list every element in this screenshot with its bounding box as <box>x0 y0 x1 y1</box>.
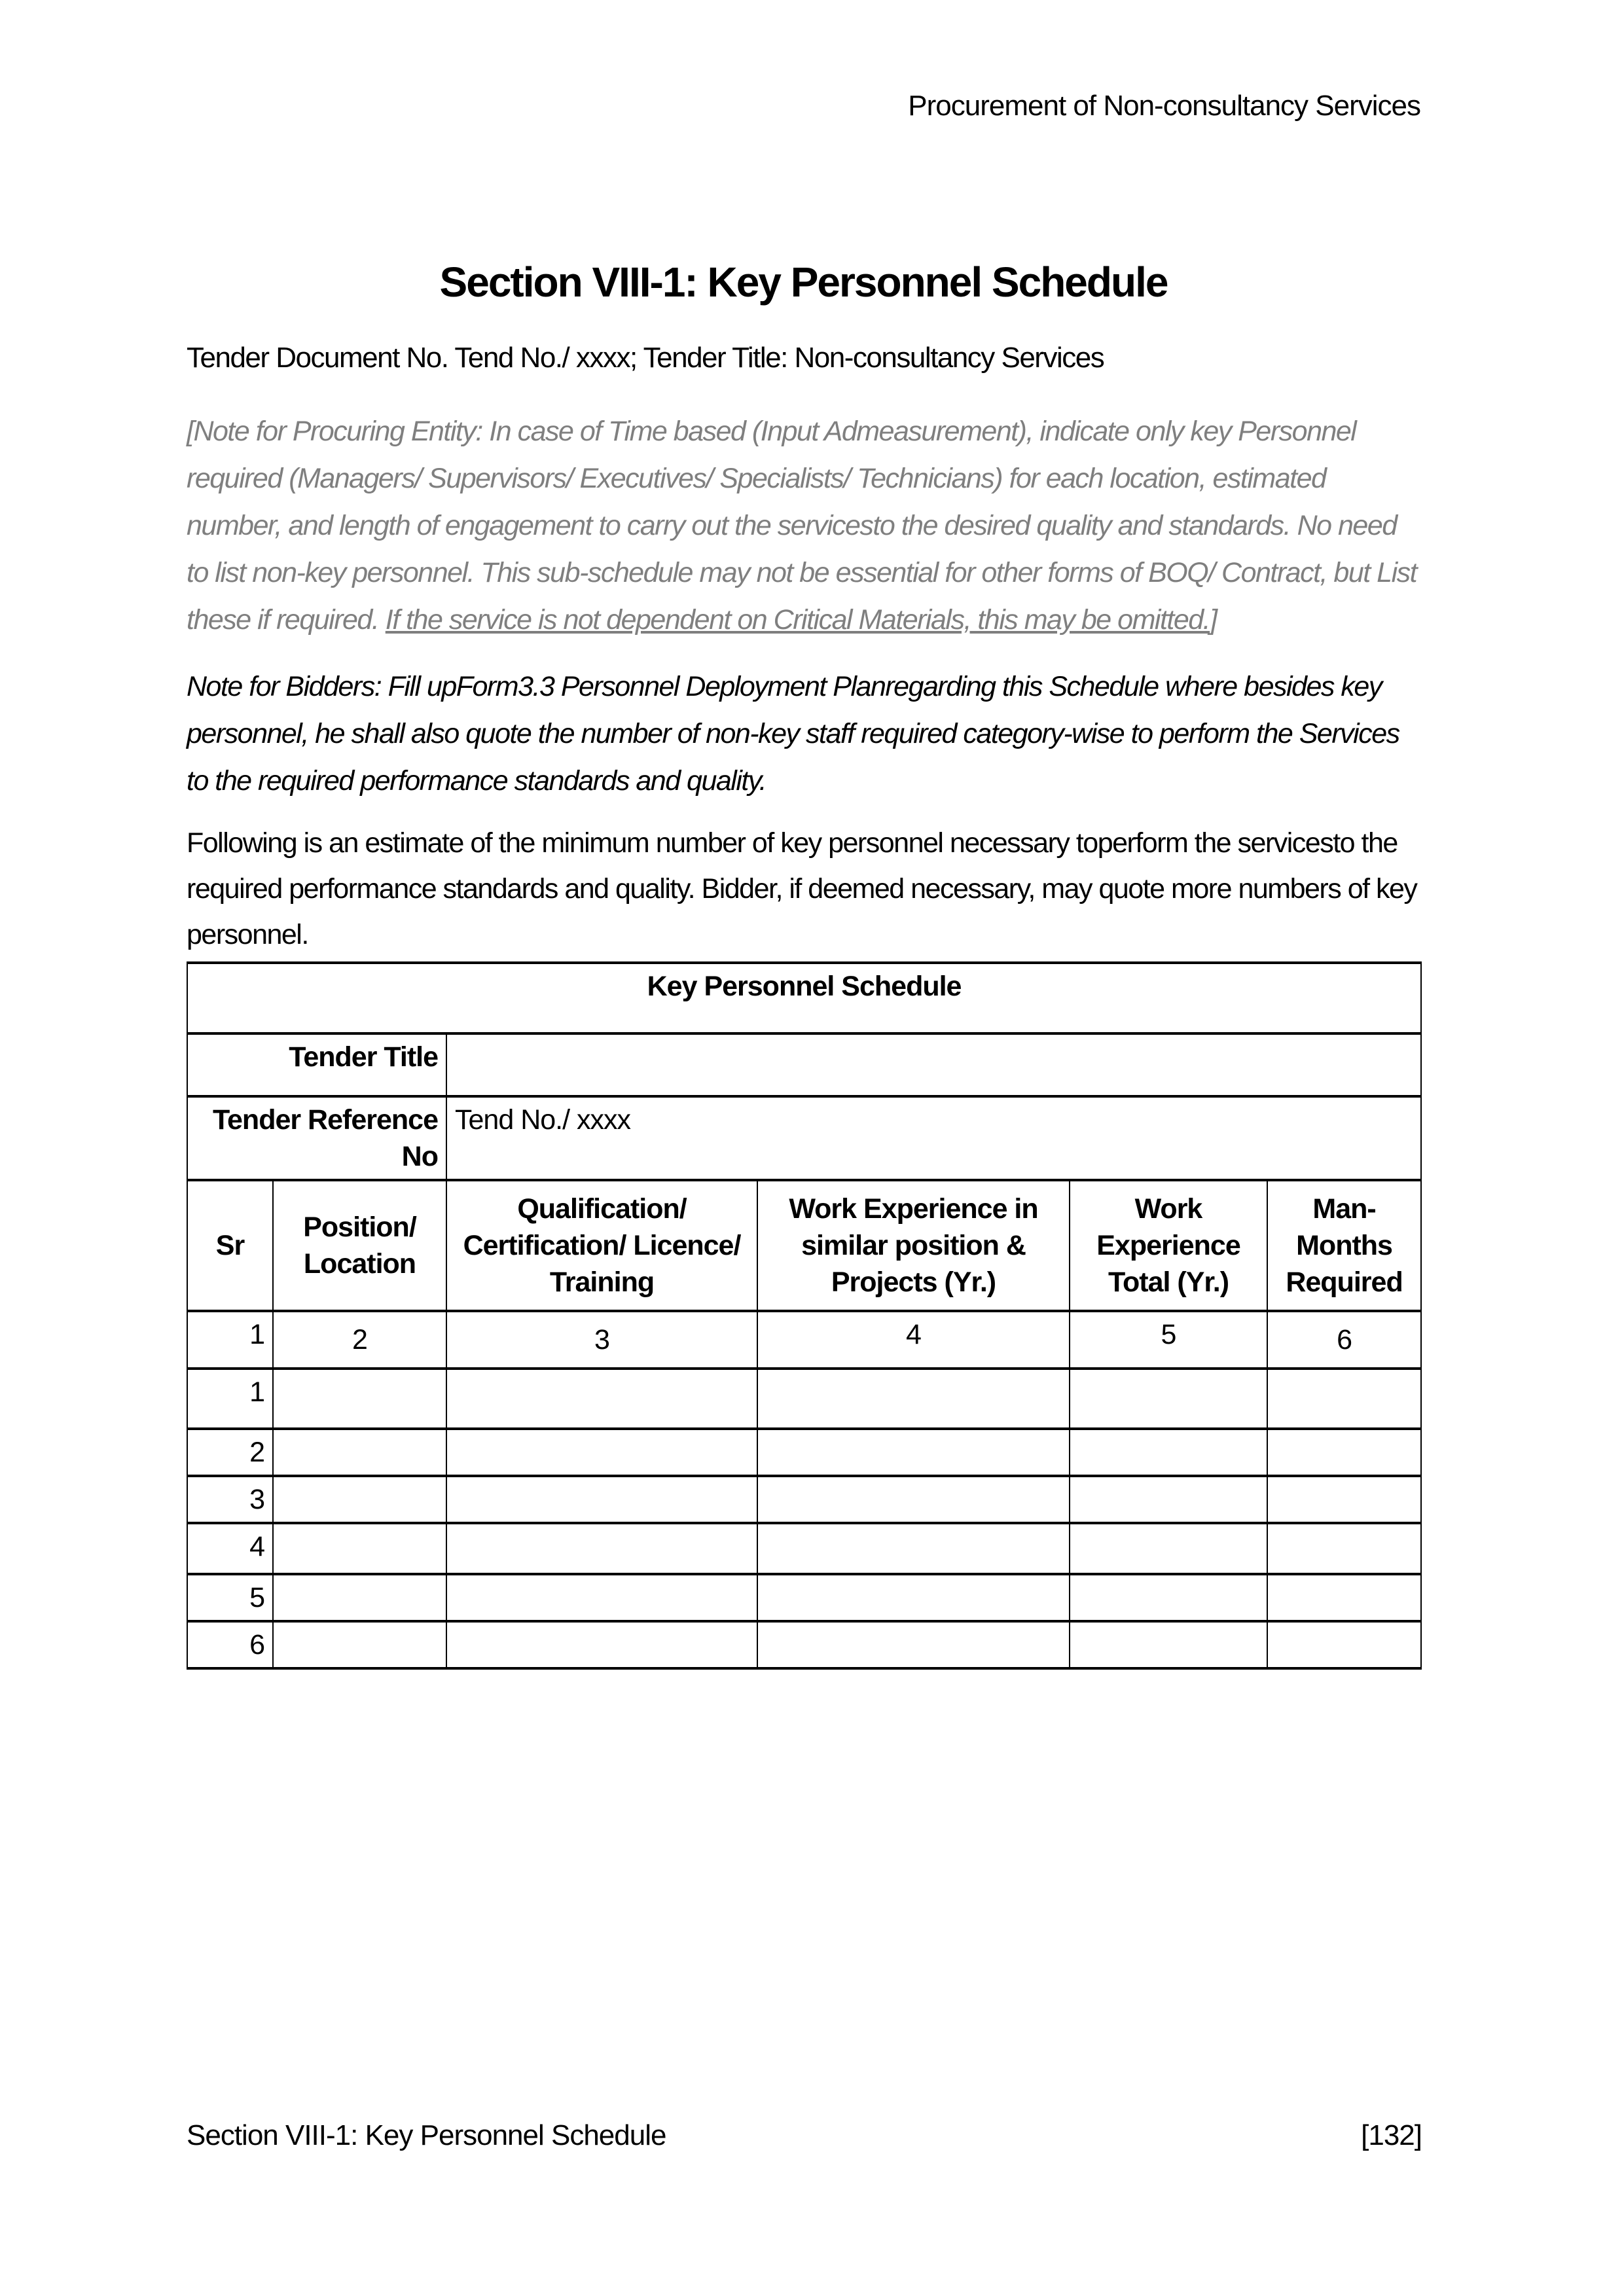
empty-cell <box>273 1523 446 1574</box>
sr-cell: 4 <box>187 1523 273 1574</box>
tender-title-value-cell <box>446 1033 1421 1096</box>
empty-cell <box>273 1574 446 1621</box>
column-number-cell: 6 <box>1267 1311 1421 1369</box>
table-row <box>187 1369 1421 1429</box>
table-row <box>187 1429 1421 1476</box>
table-row <box>187 1621 1421 1668</box>
empty-cell <box>757 1476 1070 1523</box>
note-procuring-underlined-segment: If the service is not dependent on Critical Materials, this may be omitted. <box>385 604 1210 636</box>
empty-cell <box>1267 1523 1421 1574</box>
footer-left-text: Section VIII-1: Key Personnel Schedule <box>187 2119 666 2151</box>
empty-cell <box>273 1429 446 1476</box>
empty-cell <box>446 1574 757 1621</box>
empty-cell <box>1070 1476 1267 1523</box>
empty-cell <box>273 1476 446 1523</box>
empty-cell <box>757 1574 1070 1621</box>
empty-cell <box>1267 1621 1421 1668</box>
empty-cell <box>446 1476 757 1523</box>
empty-cell <box>1070 1369 1267 1429</box>
header-right-text: Procurement of Non-consultancy Services <box>908 90 1420 122</box>
column-number-cell: 2 <box>273 1311 446 1369</box>
page-footer <box>187 2119 1422 2152</box>
table-row <box>187 1574 1421 1621</box>
footer-page-number: [132] <box>1361 2119 1422 2151</box>
column-header-cell: Position/ Location <box>273 1180 446 1311</box>
empty-cell <box>446 1429 757 1476</box>
empty-cell <box>757 1523 1070 1574</box>
column-number-cell: 5 <box>1070 1311 1267 1369</box>
tender-title-label-cell: Tender Title <box>187 1033 446 1096</box>
note-for-bidders: Note for Bidders: Fill upForm3.3 Personnel Deployment Planregarding this Schedule where besides key personnel, he shall also quote the number of non-key staff required category-wise to perform the Services to the required performance standards and quality. <box>187 671 1399 797</box>
empty-cell <box>1267 1369 1421 1429</box>
table-row <box>187 1523 1421 1574</box>
page-header <box>187 0 1420 123</box>
empty-cell <box>1070 1523 1267 1574</box>
page-title: Section VIII-1: Key Personnel Schedule <box>439 259 1168 306</box>
table-title-cell: Key Personnel Schedule <box>187 963 1421 1033</box>
column-number-cell: 1 <box>187 1311 273 1369</box>
note-procuring-text: [Note for Procuring Entity: In case of Time based (Input Admeasurement), indicate only key Personnel required (Managers/ Supervisors/ Executives/ Specialists/ Technicians) for each location, estimated number, and length of engagement to carry out the servicesto the desired quality and standards. No need to list non-key personnel. This sub-schedule may not be essential for other forms of BOQ/ Contract, but List these if required. <box>187 416 1417 636</box>
tender-ref-value-cell: Tend No./ xxxx <box>446 1096 1421 1180</box>
note-procuring-closing-bracket: ] <box>1210 604 1217 636</box>
empty-cell <box>446 1523 757 1574</box>
column-header-cell: Work Experience in similar position & Projects (Yr.) <box>757 1180 1070 1311</box>
empty-cell <box>757 1369 1070 1429</box>
column-header-cell: Work Experience Total (Yr.) <box>1070 1180 1267 1311</box>
empty-cell <box>1267 1429 1421 1476</box>
key-personnel-schedule-table <box>187 961 1422 1670</box>
sr-cell: 1 <box>187 1369 273 1429</box>
column-number-cell: 4 <box>757 1311 1070 1369</box>
empty-cell <box>1070 1621 1267 1668</box>
empty-cell <box>1070 1574 1267 1621</box>
empty-cell <box>757 1429 1070 1476</box>
note-procuring-entity <box>187 408 1420 643</box>
column-header-cell: Qualification/ Certification/ Licence/ Training <box>446 1180 757 1311</box>
empty-cell <box>446 1369 757 1429</box>
page-content <box>187 0 1420 1670</box>
column-header-cell: Sr <box>187 1180 273 1311</box>
tender-ref-label-cell: Tender Reference No <box>187 1096 446 1180</box>
empty-cell <box>757 1621 1070 1668</box>
empty-cell <box>446 1621 757 1668</box>
column-header-cell: Man-Months Required <box>1267 1180 1421 1311</box>
intro-paragraph: Following is an estimate of the minimum number of key personnel necessary toperform the servicesto the required performance standards and quality. Bidder, if deemed necessary, may quote more numbers of key personnel. <box>187 827 1417 950</box>
sr-cell: 3 <box>187 1476 273 1523</box>
column-number-cell: 3 <box>446 1311 757 1369</box>
empty-cell <box>1070 1429 1267 1476</box>
empty-cell <box>1267 1476 1421 1523</box>
sr-cell: 6 <box>187 1621 273 1668</box>
sr-cell: 5 <box>187 1574 273 1621</box>
empty-cell <box>273 1621 446 1668</box>
tender-document-line: Tender Document No. Tend No./ xxxx; Tender Title: Non-consultancy Services <box>187 342 1104 374</box>
empty-cell <box>1267 1574 1421 1621</box>
table-row <box>187 1476 1421 1523</box>
empty-cell <box>273 1369 446 1429</box>
sr-cell: 2 <box>187 1429 273 1476</box>
